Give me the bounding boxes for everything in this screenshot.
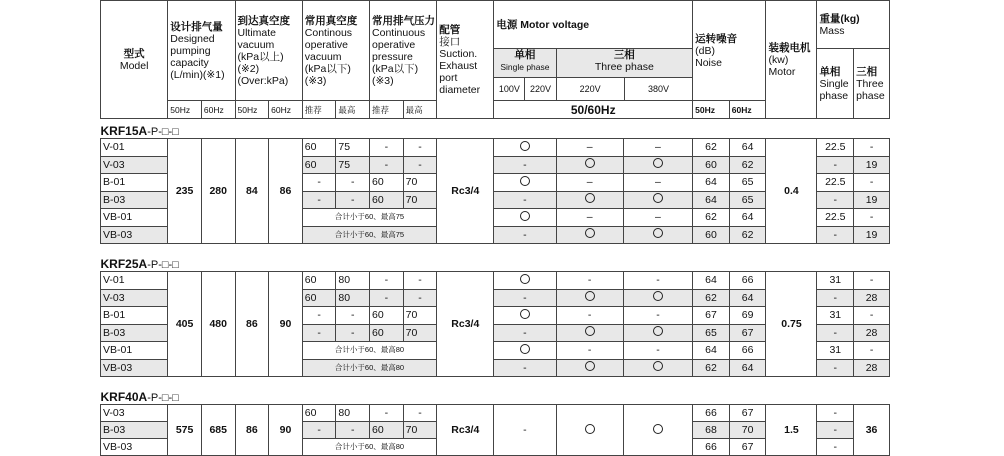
mass-single: 22.5	[817, 174, 854, 192]
val-vm: 80	[336, 272, 370, 290]
header-port-line: diameter	[439, 83, 481, 96]
port-diameter: Rc3/4	[437, 272, 494, 377]
circle-icon	[653, 193, 663, 203]
spec-pump50: 405	[168, 272, 202, 377]
noise-60: 62	[729, 156, 766, 174]
noise-60: 65	[729, 174, 766, 192]
header-ultimate	[235, 1, 302, 101]
unavailable-mark: -	[494, 226, 556, 244]
table-row	[101, 139, 890, 157]
noise-50: 67	[693, 307, 730, 325]
spec-pump50: 575	[168, 405, 202, 456]
header-power: 电源 Motor voltage	[494, 1, 693, 49]
val-vr: -	[302, 174, 336, 192]
circle-icon	[653, 291, 663, 301]
circle-icon	[520, 344, 530, 354]
row-model: V-03	[101, 156, 168, 174]
header-mass-line: 重量(kg)	[819, 12, 860, 25]
header-mass-single-line: 单相	[819, 65, 841, 78]
unavailable-mark: –	[623, 174, 692, 192]
unavailable-mark: -	[623, 342, 692, 360]
single-phase-avail: -	[494, 405, 556, 456]
row-model: VB-01	[101, 342, 168, 360]
mass-three: 28	[854, 324, 890, 342]
val-pm: -	[403, 405, 437, 422]
table-row	[101, 405, 890, 422]
mass-single: -	[817, 226, 854, 244]
available-mark	[556, 156, 623, 174]
row-model: V-03	[101, 289, 168, 307]
mass-three: -	[854, 139, 890, 157]
val-vm: 75	[336, 156, 370, 174]
header-cont-vacuum-line: 常用真空度	[304, 14, 358, 27]
val-pr: 60	[370, 191, 404, 209]
val-vr: 60	[302, 289, 336, 307]
unavailable-mark: -	[494, 324, 556, 342]
circle-icon	[653, 361, 663, 371]
spec-pump60: 685	[201, 405, 235, 456]
row-model: V-01	[101, 272, 168, 290]
header-cont-pressure-line: operative	[372, 38, 416, 51]
voltage-label: 220V	[529, 84, 551, 94]
val-pr: 60	[370, 324, 404, 342]
port-diameter: Rc3/4	[437, 405, 494, 456]
val-vm: -	[336, 191, 370, 209]
group-gap	[101, 377, 890, 390]
row-model: B-03	[101, 191, 168, 209]
noise-50: 66	[693, 405, 730, 422]
noise-50: 64	[693, 174, 730, 192]
mass-single: -	[817, 324, 854, 342]
unavailable-mark: –	[623, 209, 692, 227]
unavailable-mark: –	[556, 209, 623, 227]
header-mass-single-line: Single	[819, 77, 849, 90]
gap-cell	[101, 244, 890, 257]
mass-single: -	[817, 191, 854, 209]
voltage-label: 380V	[647, 84, 669, 94]
val-pr: -	[370, 156, 404, 174]
header-pump-50: 50Hz	[168, 101, 202, 119]
noise-50: 65	[693, 324, 730, 342]
available-mark	[556, 405, 623, 456]
val-pr: 60	[370, 307, 404, 325]
val-vr: -	[302, 307, 336, 325]
combined-limit: 合计小于60、最高80	[302, 359, 437, 377]
noise-50: 64	[693, 342, 730, 360]
circle-icon	[585, 361, 595, 371]
spec-table	[100, 0, 890, 456]
header-freq: 50/60Hz	[494, 101, 693, 119]
available-mark	[556, 324, 623, 342]
header-motor-line: 装载电机	[768, 41, 811, 54]
noise-50: 66	[693, 439, 730, 456]
header-cont-pressure	[370, 1, 437, 101]
val-vm: 80	[336, 405, 370, 422]
mass-three: 19	[854, 191, 890, 209]
header-port-line: Exhaust	[439, 59, 478, 72]
combined-limit: 合计小于60、最高75	[302, 209, 437, 227]
table-body	[101, 119, 890, 456]
model-title	[101, 123, 890, 139]
header-noise-line: Noise	[695, 56, 722, 69]
header-mass-three	[854, 49, 890, 119]
header-cont-pressure-line: 常用排气压力	[372, 14, 436, 27]
unavailable-mark: -	[556, 272, 623, 290]
noise-60: 66	[729, 272, 766, 290]
row-model: VB-03	[101, 226, 168, 244]
noise-60: 62	[729, 226, 766, 244]
header-noise	[693, 1, 766, 101]
mass-three: 19	[854, 226, 890, 244]
mass-single: -	[817, 359, 854, 377]
available-mark	[556, 359, 623, 377]
model-suffix: -P-□-□	[147, 126, 179, 138]
header-mass-single-line: phase	[819, 89, 849, 102]
mass-three: 36	[854, 405, 890, 456]
header-cont-pressure-line: (※3)	[372, 74, 394, 87]
header-three-line: Three phase	[594, 61, 654, 73]
header-mass-three-line: Three	[856, 77, 884, 90]
header-press-rec: 推荐	[370, 101, 404, 119]
header-noise-60: 60Hz	[729, 101, 766, 119]
available-mark	[494, 342, 556, 360]
spec-table-wrapper	[100, 0, 890, 456]
combined-limit: 合计小于60、最高75	[302, 226, 437, 244]
unavailable-mark: -	[494, 359, 556, 377]
spec-ult60: 86	[269, 139, 303, 244]
port-diameter: Rc3/4	[437, 139, 494, 244]
header-port-line: Suction.	[439, 47, 478, 60]
circle-icon	[585, 158, 595, 168]
circle-icon	[585, 228, 595, 238]
val-vr: -	[302, 422, 336, 439]
model-suffix: -P-□-□	[147, 259, 179, 271]
model-title	[101, 389, 890, 405]
val-vm: -	[336, 324, 370, 342]
header-ultimate-line: vacuum	[237, 38, 275, 51]
header-pumping-line: Designed	[170, 32, 215, 45]
header-model-line: Model	[119, 59, 149, 72]
circle-icon	[585, 326, 595, 336]
spec-pump60: 280	[201, 139, 235, 244]
spec-pump60: 480	[201, 272, 235, 377]
header-press-max: 最高	[403, 101, 437, 119]
header-single-line: Single phase	[500, 62, 550, 72]
header-vac-max: 最高	[336, 101, 370, 119]
noise-50: 62	[693, 139, 730, 157]
header-pumping-line: pumping	[170, 44, 211, 57]
header-cont-vacuum-line: (kPa以下)	[304, 62, 351, 75]
header-ultimate-line: 到达真空度	[237, 14, 291, 27]
val-vm: -	[336, 307, 370, 325]
header-noise-line: 运转噪音	[695, 32, 738, 45]
unavailable-mark: –	[556, 139, 623, 157]
header-ultimate-line: (kPa以上)	[237, 50, 284, 63]
header-noise-50: 50Hz	[693, 101, 730, 119]
val-vm: -	[336, 174, 370, 192]
available-mark	[623, 405, 692, 456]
val-pr: -	[370, 289, 404, 307]
unavailable-mark: -	[556, 342, 623, 360]
mass-single: -	[817, 439, 854, 456]
unavailable-mark: -	[556, 307, 623, 325]
noise-50: 64	[693, 191, 730, 209]
header-single	[494, 49, 556, 101]
row-model: VB-01	[101, 209, 168, 227]
header-port-line: 配管	[439, 23, 461, 36]
circle-icon	[520, 309, 530, 319]
header-three-line: 三相	[613, 49, 635, 61]
noise-50: 62	[693, 209, 730, 227]
mass-single: -	[817, 405, 854, 422]
val-pm: -	[403, 289, 437, 307]
val-vr: 60	[302, 156, 336, 174]
noise-50: 62	[693, 289, 730, 307]
mass-single: 31	[817, 342, 854, 360]
spec-ult50: 86	[235, 405, 269, 456]
motor-kw: 0.4	[766, 139, 817, 244]
mass-three: -	[854, 174, 890, 192]
header-ult-60: 60Hz	[269, 101, 303, 119]
header-noise-line: (dB)	[695, 44, 715, 57]
row-model: V-01	[101, 139, 168, 157]
header-single-line: 单相	[514, 49, 536, 61]
voltage-label: 220V	[557, 78, 625, 100]
circle-icon	[585, 193, 595, 203]
val-pr: 60	[370, 422, 404, 439]
noise-60: 67	[729, 405, 766, 422]
available-mark	[494, 272, 556, 290]
header-cont-vacuum-line: vacuum	[304, 50, 342, 63]
header-pumping-line: (L/min)(※1)	[170, 68, 225, 81]
header-mass-single	[817, 49, 854, 119]
val-vm: 80	[336, 289, 370, 307]
combined-limit: 合计小于60、最高80	[302, 439, 437, 456]
row-model: B-03	[101, 324, 168, 342]
val-pm: 70	[403, 324, 437, 342]
header-model	[101, 1, 168, 119]
gap-cell	[101, 377, 890, 390]
header-port-line: port	[439, 71, 458, 84]
noise-50: 62	[693, 359, 730, 377]
model-title	[101, 256, 890, 272]
mass-single: 31	[817, 307, 854, 325]
mass-three: 28	[854, 289, 890, 307]
noise-60: 64	[729, 139, 766, 157]
header-ultimate-line: Ultimate	[237, 26, 277, 39]
row-model: V-03	[101, 405, 168, 422]
unavailable-mark: -	[494, 191, 556, 209]
val-vr: -	[302, 191, 336, 209]
table-header	[101, 1, 890, 119]
available-mark	[623, 359, 692, 377]
available-mark	[494, 307, 556, 325]
unavailable-mark: -	[623, 272, 692, 290]
val-pr: -	[370, 139, 404, 157]
model-header-row	[101, 256, 890, 272]
mass-three: -	[854, 209, 890, 227]
mass-three: -	[854, 272, 890, 290]
val-pm: 70	[403, 422, 437, 439]
header-motor-line: (kw)	[768, 53, 789, 66]
noise-60: 70	[729, 422, 766, 439]
header-pumping-line: 设计排气量	[170, 20, 223, 33]
circle-icon	[520, 176, 530, 186]
mass-three: -	[854, 307, 890, 325]
available-mark	[623, 324, 692, 342]
header-cont-vacuum	[302, 1, 369, 101]
row-model: VB-03	[101, 359, 168, 377]
val-vr: -	[302, 324, 336, 342]
mass-single: 22.5	[817, 139, 854, 157]
header-mass-line: Mass	[819, 24, 845, 37]
val-pm: -	[403, 156, 437, 174]
val-pm: 70	[403, 307, 437, 325]
circle-icon	[520, 274, 530, 284]
spec-pump50: 235	[168, 139, 202, 244]
model-name: KRF25A	[100, 257, 148, 271]
val-pr: -	[370, 272, 404, 290]
header-cont-vacuum-line: Continous	[304, 26, 353, 39]
circle-icon	[653, 158, 663, 168]
unavailable-mark: -	[623, 307, 692, 325]
spec-ult60: 90	[269, 272, 303, 377]
group-gap	[101, 244, 890, 257]
available-mark	[623, 226, 692, 244]
header-cont-pressure-line: pressure	[372, 50, 413, 63]
model-name: KRF40A	[100, 390, 148, 404]
row-model: B-03	[101, 422, 168, 439]
voltage-label: 100V	[494, 78, 525, 100]
circle-icon	[653, 326, 663, 336]
header-pumping	[168, 1, 235, 101]
mass-single: 22.5	[817, 209, 854, 227]
circle-icon	[585, 291, 595, 301]
row-model: B-01	[101, 174, 168, 192]
val-pr: 60	[370, 174, 404, 192]
available-mark	[494, 209, 556, 227]
val-pm: 70	[403, 191, 437, 209]
noise-60: 64	[729, 359, 766, 377]
val-pr: -	[370, 405, 404, 422]
unavailable-mark: -	[494, 156, 556, 174]
model-header-row	[101, 123, 890, 139]
mass-three: -	[854, 342, 890, 360]
noise-50: 64	[693, 272, 730, 290]
header-cont-vacuum-line: (※3)	[304, 74, 327, 87]
val-vr: 60	[302, 405, 336, 422]
unavailable-mark: -	[494, 289, 556, 307]
mass-single: -	[817, 156, 854, 174]
noise-60: 65	[729, 191, 766, 209]
mass-three: 28	[854, 359, 890, 377]
available-mark	[623, 289, 692, 307]
noise-50: 68	[693, 422, 730, 439]
mass-single: -	[817, 422, 854, 439]
val-pm: -	[403, 272, 437, 290]
header-cont-pressure-line: Continuous	[372, 26, 426, 39]
voltage-row	[494, 77, 555, 100]
unavailable-mark: –	[556, 174, 623, 192]
model-header-row	[101, 389, 890, 405]
val-vr: 60	[302, 139, 336, 157]
header-ultimate-line: (※2)	[237, 62, 260, 75]
circle-icon	[520, 141, 530, 151]
circle-icon	[585, 424, 595, 434]
noise-50: 60	[693, 226, 730, 244]
header-model-line: 型式	[123, 47, 145, 60]
available-mark	[494, 174, 556, 192]
circle-icon	[653, 424, 663, 434]
header-cont-vacuum-line: operative	[304, 38, 348, 51]
table-row	[101, 272, 890, 290]
val-vr: 60	[302, 272, 336, 290]
header-pumping-line: capacity	[170, 56, 209, 69]
noise-60: 69	[729, 307, 766, 325]
spec-ult60: 90	[269, 405, 303, 456]
available-mark	[556, 226, 623, 244]
mass-single: 31	[817, 272, 854, 290]
combined-limit: 合计小于60、最高80	[302, 342, 437, 360]
available-mark	[556, 289, 623, 307]
val-pm: 70	[403, 174, 437, 192]
header-motor	[766, 1, 817, 119]
header-port	[437, 1, 494, 119]
motor-kw: 1.5	[766, 405, 817, 456]
header-cont-pressure-line: (kPa以下)	[372, 62, 419, 75]
header-port-line: 接口	[439, 35, 461, 48]
header-mass	[817, 1, 890, 49]
val-vm: 75	[336, 139, 370, 157]
header-three	[556, 49, 693, 101]
model-suffix: -P-□-□	[147, 392, 179, 404]
spec-ult50: 86	[235, 272, 269, 377]
noise-60: 64	[729, 209, 766, 227]
header-mass-three-line: 三相	[856, 65, 878, 78]
noise-60: 67	[729, 439, 766, 456]
header-pump-60: 60Hz	[201, 101, 235, 119]
header-mass-three-line: phase	[856, 89, 885, 102]
model-name: KRF15A	[100, 124, 148, 138]
header-motor-line: Motor	[768, 65, 796, 78]
row-model: VB-03	[101, 439, 168, 456]
row-model: B-01	[101, 307, 168, 325]
available-mark	[623, 156, 692, 174]
noise-60: 67	[729, 324, 766, 342]
available-mark	[623, 191, 692, 209]
val-vm: -	[336, 422, 370, 439]
header-ultimate-line: (Over:kPa)	[237, 74, 289, 87]
circle-icon	[653, 228, 663, 238]
voltage-row	[557, 77, 693, 100]
header-vac-rec: 推荐	[302, 101, 336, 119]
motor-kw: 0.75	[766, 272, 817, 377]
spec-ult50: 84	[235, 139, 269, 244]
circle-icon	[520, 211, 530, 221]
available-mark	[494, 139, 556, 157]
mass-single: -	[817, 289, 854, 307]
unavailable-mark: –	[623, 139, 692, 157]
noise-50: 60	[693, 156, 730, 174]
noise-60: 66	[729, 342, 766, 360]
noise-60: 64	[729, 289, 766, 307]
available-mark	[556, 191, 623, 209]
header-ult-50: 50Hz	[235, 101, 269, 119]
mass-three: 19	[854, 156, 890, 174]
val-pm: -	[403, 139, 437, 157]
